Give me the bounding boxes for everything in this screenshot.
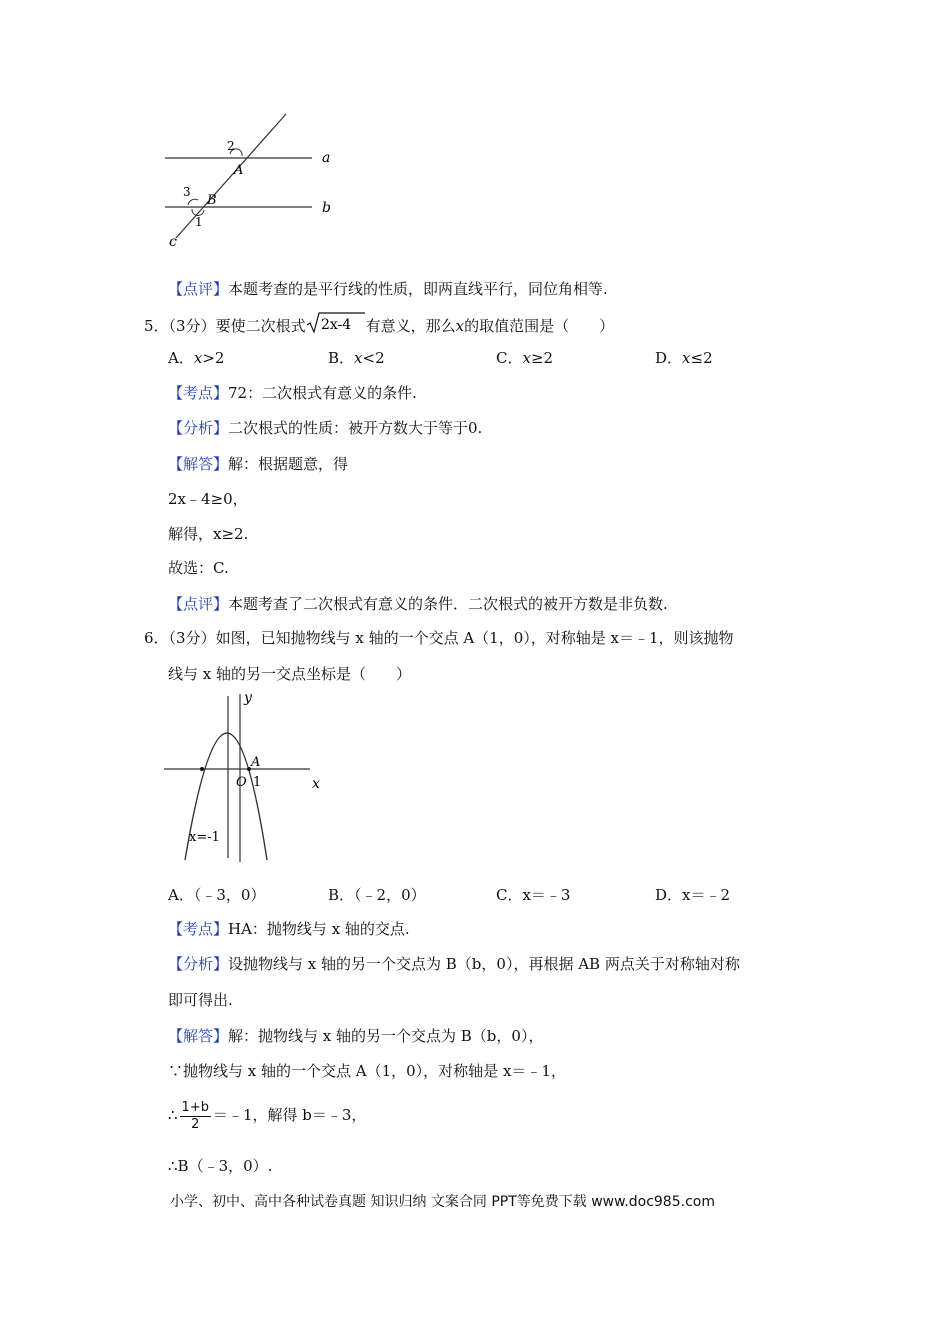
jieda-tag: 【解答】 bbox=[168, 1027, 229, 1045]
option-text: ≥2 bbox=[530, 349, 554, 367]
q6-fenxi bbox=[168, 954, 740, 974]
sqrt-symbol bbox=[306, 312, 366, 334]
option-text: ≤2 bbox=[690, 349, 713, 367]
q6-fenxi-cont: 即可得出. bbox=[168, 991, 233, 1009]
q5-stem-post-2: 的取值范围是（ ） bbox=[464, 317, 615, 335]
q5-solution-line-2: 解得，x≥2. bbox=[168, 525, 249, 543]
label-2: 2 bbox=[227, 139, 235, 153]
fenxi-tag: 【分析】 bbox=[168, 419, 229, 437]
jieda-text: 解：根据题意，得 bbox=[228, 455, 349, 473]
option-var: x bbox=[193, 349, 203, 367]
q6-because: ∵抛物线与 x 轴的一个交点 A（1，0），对称轴是 x＝﹣1， bbox=[168, 1062, 566, 1080]
label-y: y bbox=[244, 690, 252, 706]
q5-jieda bbox=[168, 454, 348, 474]
fenxi-tag: 【分析】 bbox=[168, 955, 229, 973]
q5-stem-post-1: 有意义，那么 bbox=[365, 317, 456, 335]
label-1: 1 bbox=[195, 215, 203, 229]
q4-comment-text: 本题考查的是平行线的性质，即两直线平行，同位角相等. bbox=[228, 280, 608, 298]
option-var: x bbox=[522, 349, 531, 367]
label-A: A bbox=[251, 755, 261, 770]
kaodian-tag: 【考点】 bbox=[168, 920, 229, 938]
q5-solution-line-3: 故选：C. bbox=[168, 559, 229, 577]
option-var: x bbox=[682, 349, 691, 367]
angle-3-arc bbox=[188, 199, 198, 205]
option-text: <2 bbox=[362, 349, 385, 367]
q5-dianping bbox=[168, 594, 668, 614]
label-3: 3 bbox=[183, 185, 191, 199]
kaodian-text: HA：抛物线与 x 轴的交点. bbox=[228, 920, 410, 938]
option-var: x bbox=[354, 349, 363, 367]
q5-stem-pre: 5．（3分）要使二次根式 bbox=[144, 317, 306, 335]
fenxi-text: 二次根式的性质：被开方数大于等于0. bbox=[228, 419, 483, 437]
label-x: x bbox=[312, 776, 320, 792]
q6-stem-line-2: 线与 x 轴的另一交点坐标是（ ） bbox=[168, 665, 411, 683]
label-1: 1 bbox=[253, 775, 262, 790]
option-letter: A． bbox=[168, 349, 194, 367]
jieda-text: 解：抛物线与 x 轴的另一个交点为 B（b，0）， bbox=[228, 1027, 544, 1045]
dianping-tag: 【点评】 bbox=[168, 595, 229, 613]
fraction-numerator: 1+b bbox=[181, 1099, 209, 1115]
line-c bbox=[176, 114, 286, 238]
q4-comment-tag: 【点评】 bbox=[168, 280, 229, 298]
kaodian-tag: 【考点】 bbox=[168, 384, 229, 402]
radicand: 2x-4 bbox=[320, 317, 351, 333]
q6-option-b[interactable]: B．（﹣2，0） bbox=[328, 886, 426, 904]
q5-solution-line-1: 2x﹣4≥0， bbox=[168, 490, 248, 508]
label-axis: x=-1 bbox=[189, 830, 220, 845]
fenxi-text: 设抛物线与 x 轴的另一个交点为 B（b，0），再根据 AB 两点关于对称轴对称 bbox=[228, 955, 740, 973]
q5-var-x: x bbox=[455, 317, 465, 335]
q5-option-a[interactable] bbox=[168, 348, 224, 368]
option-letter: B． bbox=[328, 349, 355, 367]
q6-kaodian bbox=[168, 919, 410, 939]
fraction bbox=[180, 1100, 211, 1133]
parallel-lines-figure bbox=[160, 110, 360, 252]
fraction-denominator: 2 bbox=[191, 1116, 200, 1132]
page-footer: 小学、初中、高中各种试卷真题 知识归纳 文案合同 PPT等免费下载 www.doc985.com bbox=[170, 1194, 715, 1210]
point-left bbox=[200, 767, 204, 771]
q4-comment bbox=[168, 279, 608, 299]
label-A: A bbox=[234, 163, 244, 178]
therefore-rest: ＝﹣1，解得 b＝﹣3， bbox=[212, 1106, 367, 1124]
label-a: a bbox=[322, 150, 331, 166]
q6-therefore-fraction bbox=[168, 1095, 366, 1135]
parabola-figure bbox=[160, 686, 335, 864]
q6-option-a[interactable]: A．（﹣3，0） bbox=[168, 886, 266, 904]
q6-stem-line-1: 6．（3分）如图，已知抛物线与 x 轴的一个交点 A（1，0），对称轴是 x＝﹣1，则该抛物 bbox=[144, 629, 734, 647]
q5-option-d[interactable] bbox=[655, 348, 713, 368]
q5-kaodian bbox=[168, 383, 417, 403]
option-letter: D． bbox=[655, 349, 683, 367]
q5-stem bbox=[144, 312, 614, 336]
jieda-tag: 【解答】 bbox=[168, 455, 229, 473]
q5-option-c[interactable] bbox=[496, 348, 553, 368]
label-O: O bbox=[236, 775, 247, 790]
q6-option-c[interactable]: C．x＝﹣3 bbox=[496, 886, 571, 904]
option-letter: C． bbox=[496, 349, 523, 367]
option-text: >2 bbox=[202, 349, 225, 367]
q6-jieda bbox=[168, 1026, 543, 1046]
q6-option-d[interactable]: D．x＝﹣2 bbox=[655, 886, 731, 904]
therefore-symbol: ∴ bbox=[168, 1106, 178, 1124]
q6-final: ∴B（﹣3，0）. bbox=[168, 1157, 273, 1175]
q5-fenxi bbox=[168, 418, 482, 438]
dianping-text: 本题考查了二次根式有意义的条件．二次根式的被开方数是非负数. bbox=[228, 595, 668, 613]
q5-option-b[interactable] bbox=[328, 348, 385, 368]
label-B: B bbox=[207, 193, 217, 208]
label-b: b bbox=[322, 200, 331, 216]
kaodian-text: 72：二次根式有意义的条件. bbox=[228, 384, 417, 402]
label-c: c bbox=[169, 234, 177, 250]
